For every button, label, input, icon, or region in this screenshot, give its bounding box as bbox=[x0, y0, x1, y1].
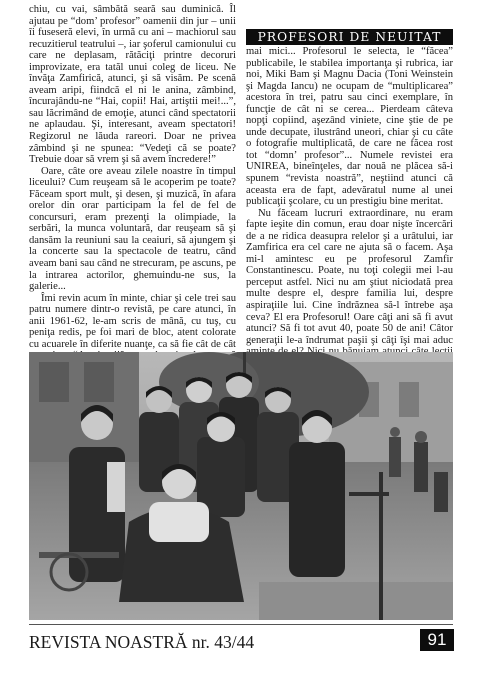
paragraph: Îmi revin acum în minte, chiar şi cele trei sau patru numere dintr-o revistă, pe care atunci, în anii 1961-62, le-am scris de mână, cu tuş, cu peniţa redis, pe foi mari de bloc, atent colorate cu acuarele în diferite nuanţe, ca să fie cât de cât bbox=[29, 292, 236, 350]
section-heading: PROFESORI DE NEUITAT bbox=[246, 29, 453, 45]
paragraph: Oare, câte ore aveau zilele noastre în timpul liceului? Cum reuşeam să le acoperim pe toate? Făceam sport mult, şi desen, şi muzică, în afara orelor din orar participam la fel de fel de concursuri, eram prezenţi la olimpiade, la serbări, la munca voluntară, dar reuşeam să şi dansăm la reuniuni sau la ceaiuri, să ajungem şi la concerte sau la spectacole de teatru, când aveam bani sau când ne strecuram, pe ascuns, pe la intrarea actorilor, ghemuindu-ne sus, la galerie... bbox=[29, 165, 236, 293]
footer-divider bbox=[29, 624, 453, 625]
page-number: 91 bbox=[420, 629, 454, 651]
magazine-title: REVISTA NOASTRĂ nr. 43/44 bbox=[29, 632, 255, 652]
paragraph: Nu făceam lucruri extraordinare, nu eram fapte ieşite din comun, erau doar nişte încercări de a ne ridica deasupra relelor şi a urâtului, iar Zamfirica era cel care ne ajuta să o facem. Aşa mi-l amintesc eu pe profesorul Zamfir Constantinescu. Poate, nu toţi colegii mei l-au perceput astfel. Nici nu am ştiut niciodată prea multe despre el, despre familia lui, despre aspiraţiile lui. Cine îndrăznea să-l întrebe aşa ceva? El era Profesorul! Oare câţi ani să fi avut atunci? Să fi tot avut 40, poate 50 de ani! Câtor generaţii le-a îndrumat paşii şi câţi îşi mai aduc bbox=[246, 207, 453, 346]
group-photo-illustration bbox=[29, 352, 453, 620]
paragraph: chiu, cu vai, sâmbătă seară sau duminică. Îl ajutau pe “dom’ profesor” oamenii din jur – unii îi fuseseră elevi, în urmă cu ani – machiorul sau recuzitierul teatrului –, iar şoferul camionului cu care ne deplasam, rătăciţi printre decoruri improvizate, era tatăl unui coleg de liceu. Ne învăţa Zamfirică, atunci, şi să visăm. Pe scenă aveam aripi, fiindcă el ni le anina, zâmbind, încurajându-ne “Hai, copii! Hai, artiştii mei!...”, sau lăcrimând de emoţie, atunci când spectatorii ne aplaudau. Şi, interesant, aveam spectatori! Regizorul ne lăuda rareori. Doar ne privea zâmbind şi ne spunea: “Vedeţi că se poate? Trebuie doar să vrem şi să avem încredere!” bbox=[29, 4, 236, 166]
paragraph: mai mici... Profesorul le selecta, le “făcea” publicabile, le stabilea importanţa şi rubrica, iar noi, Miki Bam şi Magnu Dacia (Toni Weinstein şi Magda Iancu) ne ocupam de “multiplicarea” acestora în trei, patru sau cinci exemplare, în funcţie de cât ni se cerea... Pierdeam câteva nopţi copiind, aşezând viniete, cine ştie de pe unde decupate, ilustrând uneori, chiar şi cu câte o fotografie multiplicată, de care ne făcea rost tot “domn’ profesor”... Numele revistei era UNIREA, bineînţeles, dar nouă ne plăcea să-i spunem “revista noastră”, neştiind atunci că aceasta era de fapt, adevăratul nume al unei publicaţii şcolare, cu un prestigiu bine meritat. bbox=[246, 46, 453, 208]
group-photo bbox=[29, 352, 453, 620]
